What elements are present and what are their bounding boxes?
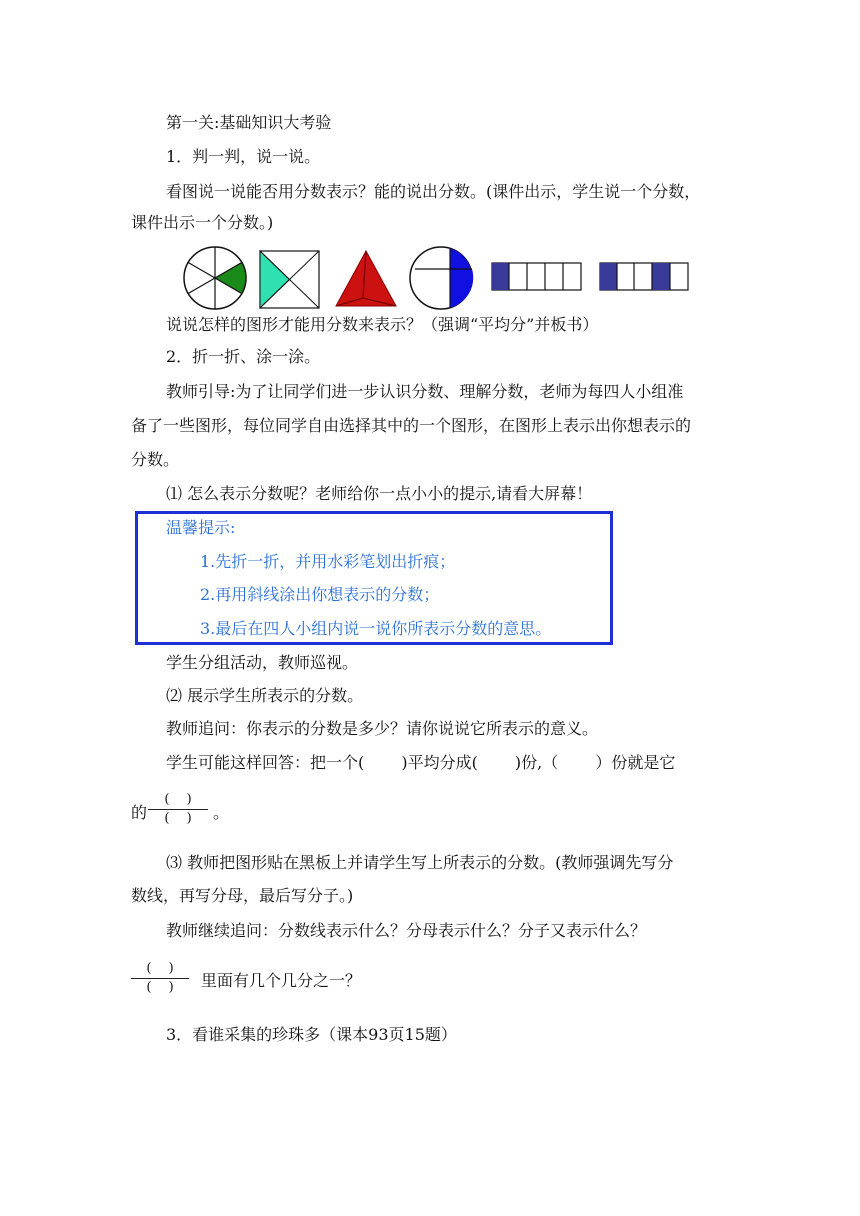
s2-answer-prefix: 的 [131, 803, 148, 822]
blank-fraction-1 [148, 793, 208, 826]
s2-title: 2．折一折、涂一涂。 [166, 347, 321, 366]
s2-answer-suffix: 。 [213, 803, 230, 822]
blank-fraction-2 [131, 962, 189, 995]
s2-guide-line2: 备了一些图形，每位同学自由选择其中的一个图形，在图形上表示出你想表示的 [131, 416, 692, 435]
s2-teacher-ask: 教师追问：你表示的分数是多少？请你说说它所表示的意义。 [166, 719, 599, 738]
s2-ask3-suffix: 里面有几个几分之一？ [201, 971, 362, 990]
s2-teacher-ask2: 教师继续追问：分数线表示什么？分母表示什么？分子又表示什么？ [166, 921, 647, 940]
fraction-denominator: ( ) [164, 811, 192, 826]
shapes-figure [178, 246, 698, 312]
s2-question3-line1: ⑶ 教师把图形贴在黑板上并请学生写上所表示的分数。(教师强调先写分 [166, 853, 674, 872]
circle-sixths-shape [184, 247, 246, 309]
fraction-bar [148, 809, 208, 810]
tip-item-3: 3.最后在四人小组内说一说你所表示分数的意思。 [200, 619, 552, 638]
s2-question3-line2: 数线，再写分母，最后写分子。) [131, 886, 354, 905]
s2-answer-line1: 学生可能这样回答：把一个( )平均分成( )份,（ ）份就是它 [166, 753, 676, 772]
s3-title: 3．看谁采集的珍珠多（课本93页15题） [166, 1025, 457, 1044]
red-triangle-shape [336, 251, 396, 306]
s1-paragraph-line2: 课件出示一个分数。) [131, 213, 274, 232]
s1-paragraph-line1: 看图说一说能否用分数表示？能的说出分数。(课件出示，学生说一个分数， [166, 182, 701, 201]
fraction-numerator: ( ) [146, 961, 174, 976]
strip-five-parts-shape [492, 263, 581, 290]
s2-guide-line3: 分数。 [131, 450, 180, 469]
tip-title: 温馨提示: [166, 518, 236, 537]
s2-question1: ⑴ 怎么表示分数呢？老师给你一点小小的提示,请看大屏幕！ [166, 484, 593, 503]
square-diagonals-shape [260, 251, 319, 308]
s2-question2: ⑵ 展示学生所表示的分数。 [166, 686, 364, 705]
s1-followup: 说说怎样的图形才能用分数来表示？（强调“平均分”并板书） [166, 315, 599, 334]
fraction-bar [131, 978, 189, 979]
fraction-denominator: ( ) [146, 980, 174, 995]
tip-item-2: 2.再用斜线涂出你想表示的分数； [200, 585, 440, 604]
fraction-numerator: ( ) [164, 792, 192, 807]
strip-unequal-parts-shape [600, 263, 688, 290]
section-heading: 第一关:基础知识大考验 [166, 113, 332, 132]
circle-blue-part-shape [410, 247, 473, 309]
s2-guide-line1: 教师引导:为了让同学们进一步认识分数、理解分数，老师为每四人小组准 [166, 382, 684, 401]
s1-title: 1．判一判，说一说。 [166, 147, 321, 166]
tip-item-1: 1.先折一折，并用水彩笔划出折痕； [200, 552, 456, 571]
s2-activity: 学生分组活动，教师巡视。 [166, 653, 359, 672]
